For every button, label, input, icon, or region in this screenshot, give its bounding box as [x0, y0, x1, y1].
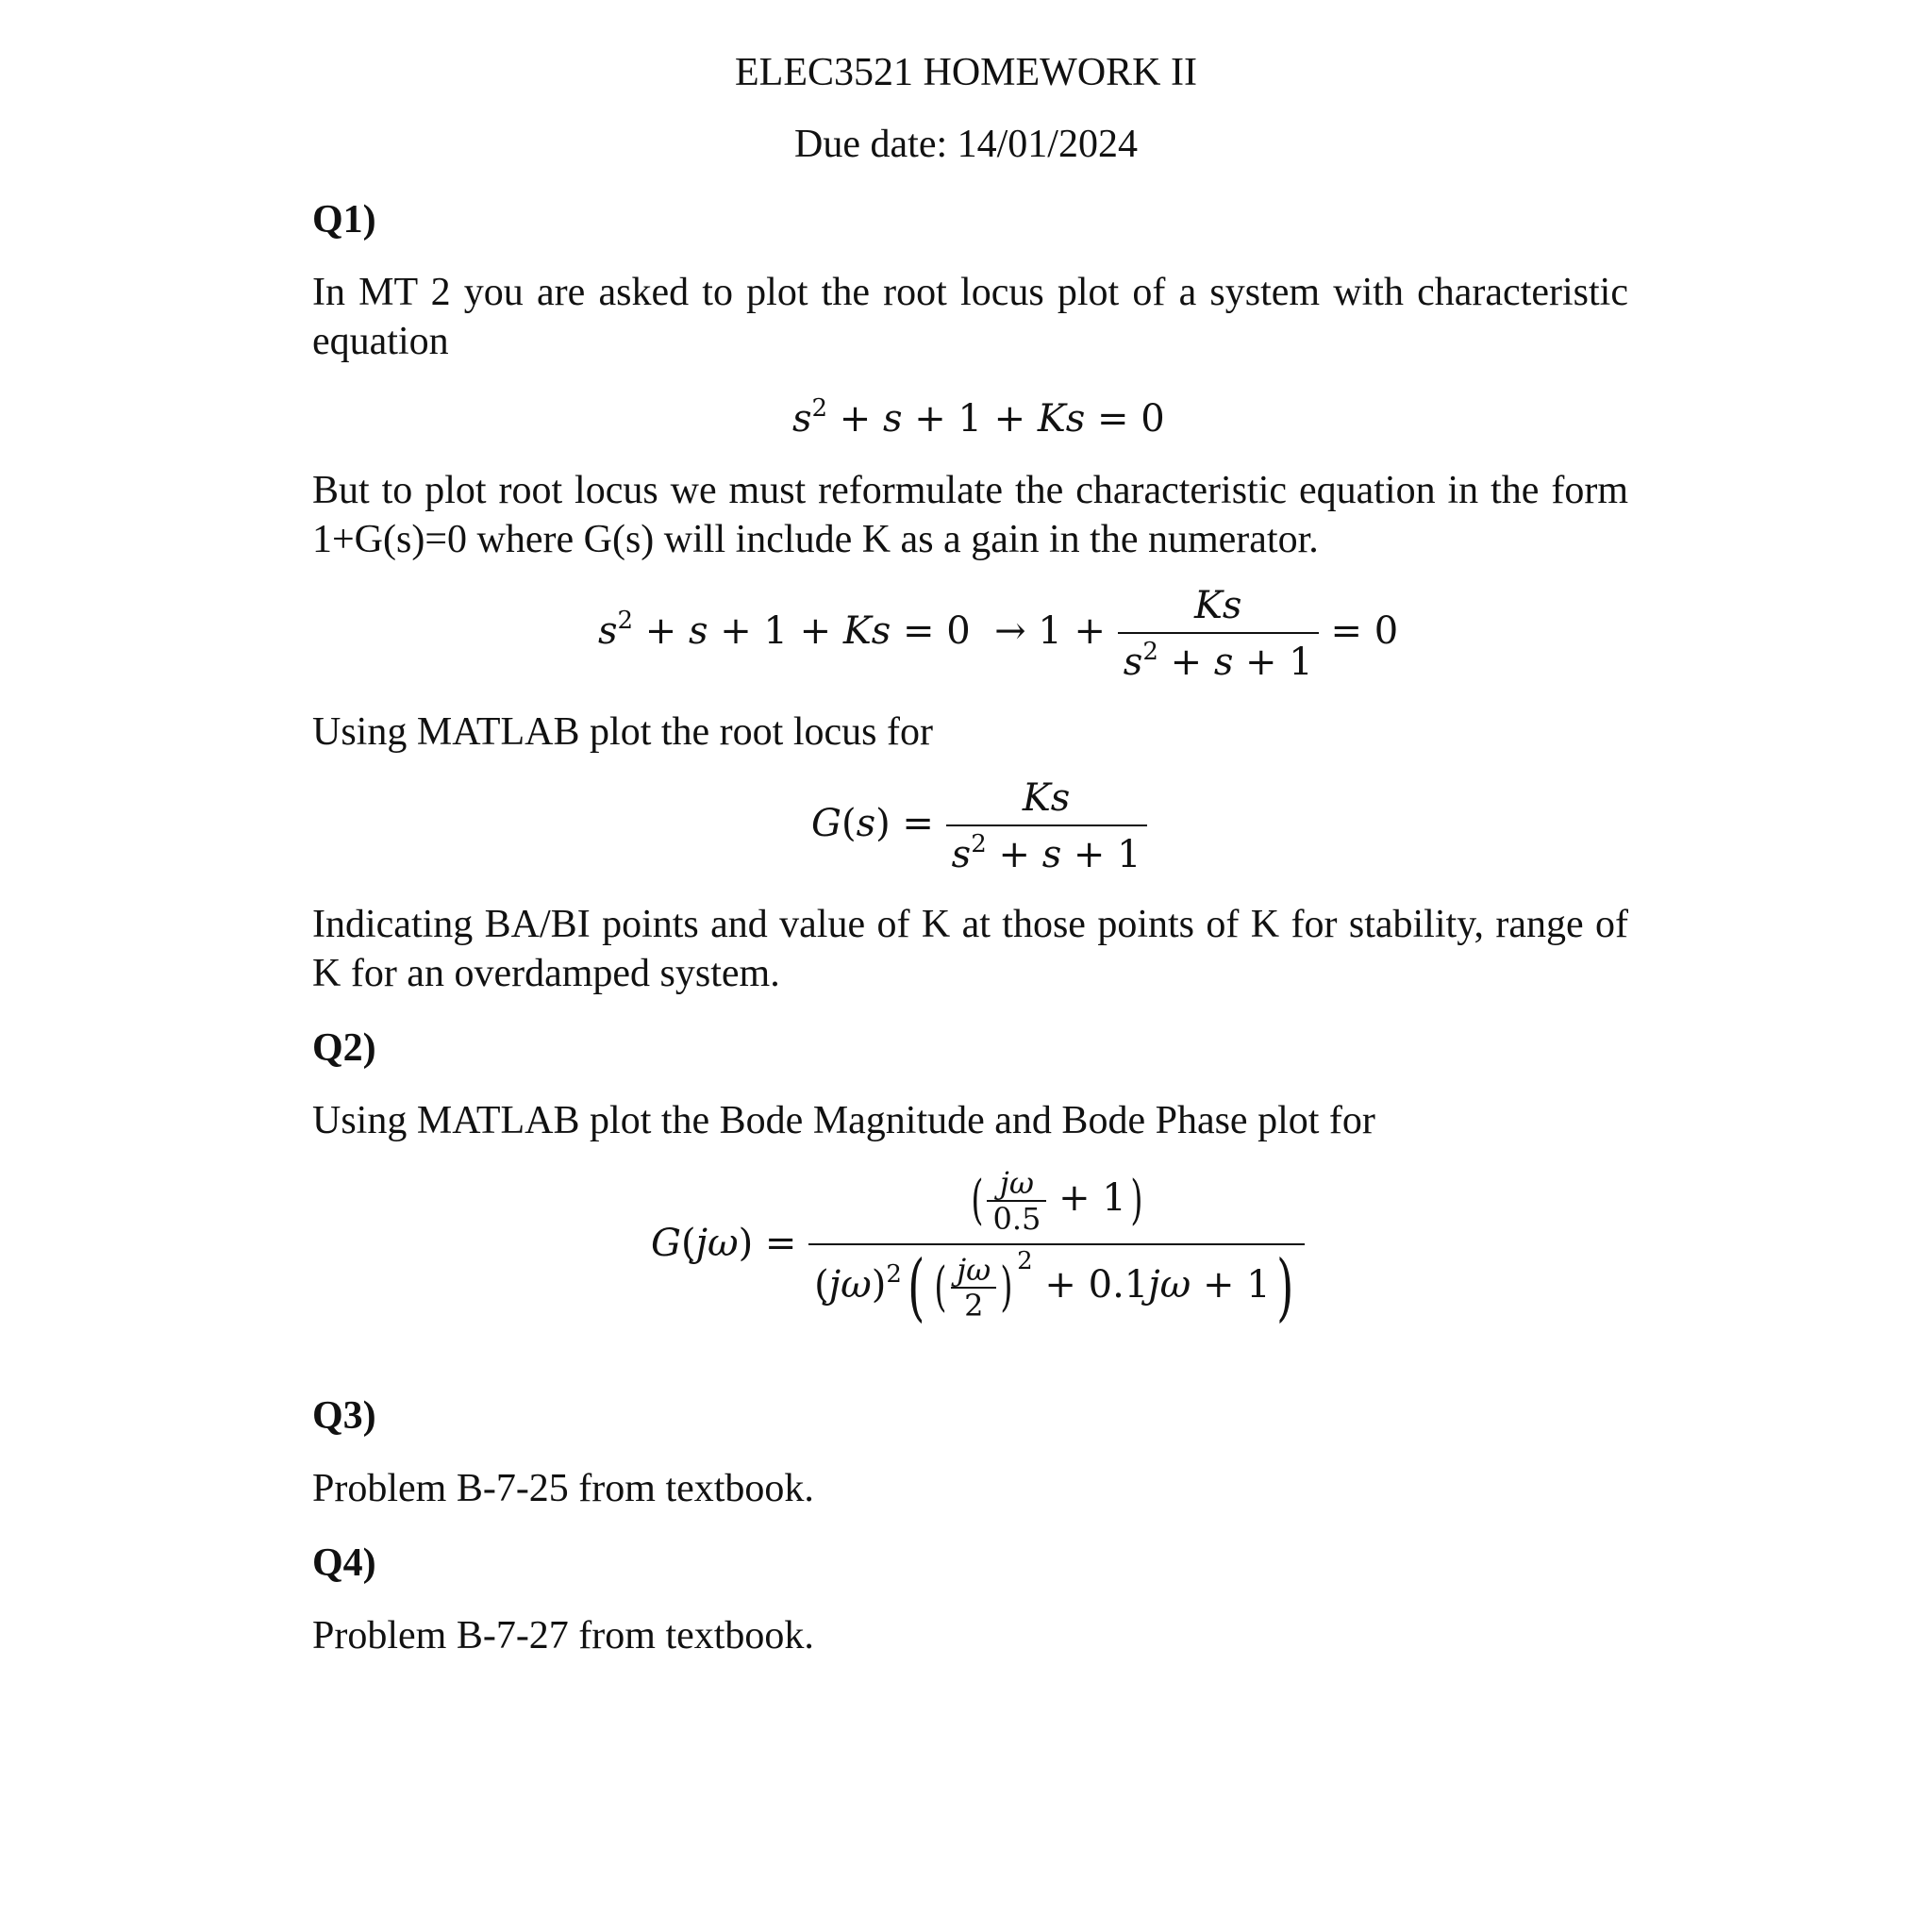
q2-paragraph: Using MATLAB plot the Bode Magnitude and Bode Phase plot for — [312, 1099, 1375, 1142]
q1-heading: Q1) — [312, 198, 376, 242]
q3-heading: Q3) — [312, 1394, 376, 1438]
q1-paragraph-4 — [312, 900, 1628, 998]
transfer-function-gs: G(s) = $\frac{Ks}{s^2 + s + 1}$ — [811, 779, 1147, 874]
reformulated-fraction: $\frac{Ks}{s^2 + s + 1}$ — [1118, 587, 1319, 681]
gjw-fraction: ( $\frac{j\omega}{0.5}$ + 1) $(j\omega)^2$( ( $\frac{j\omega}{2}$ ) $^2$ + 0.1jω + 1) — [808, 1168, 1305, 1324]
document-title: ELEC3521 HOMEWORK II — [735, 51, 1197, 94]
q3-paragraph: Problem B-7-25 from textbook. — [312, 1467, 814, 1510]
q1-paragraph-1 — [312, 268, 1628, 366]
q4-heading: Q4) — [312, 1541, 376, 1585]
q1-paragraph-4-line-1: Indicating BA/BI points and value of K at those points of K for stability, range of — [312, 903, 1628, 946]
q1-paragraph-1-line-2: equation — [312, 320, 449, 363]
transfer-function-gjw: G(jω) = ( $\frac{j\omega}{0.5}$ + 1) $(j\omega)^2$( ( $\frac{j\omega}{2}$ ) $^2$ + 0.1jω + 1) — [651, 1168, 1305, 1324]
q4-paragraph: Problem B-7-27 from textbook. — [312, 1614, 814, 1657]
q1-paragraph-2 — [312, 466, 1628, 564]
gs-fraction: $\frac{Ks}{s^2 + s + 1}$ — [946, 779, 1147, 874]
q1-paragraph-2-line-1: But to plot root locus we must reformulate the characteristic equation in the form — [312, 469, 1628, 512]
q1-paragraph-3: Using MATLAB plot the root locus for — [312, 710, 933, 754]
characteristic-equation: $s^2 + s + 1 + Ks = 0$ — [792, 394, 1165, 441]
reformulated-equation: $s^2 + s + 1 + Ks = 0 \to 1$ + $\frac{Ks}{s^2 + s + 1}$ = 0 — [598, 584, 1399, 684]
q1-paragraph-2-line-2: 1+G(s)=0 where G(s) will include K as a gain in the numerator. — [312, 518, 1319, 561]
q1-paragraph-1-line-1: In MT 2 you are asked to plot the root locus plot of a system with characteristic — [312, 271, 1628, 314]
due-date: Due date: 14/01/2024 — [794, 123, 1138, 166]
q1-paragraph-4-line-2: K for an overdamped system. — [312, 952, 780, 995]
q2-heading: Q2) — [312, 1026, 376, 1070]
